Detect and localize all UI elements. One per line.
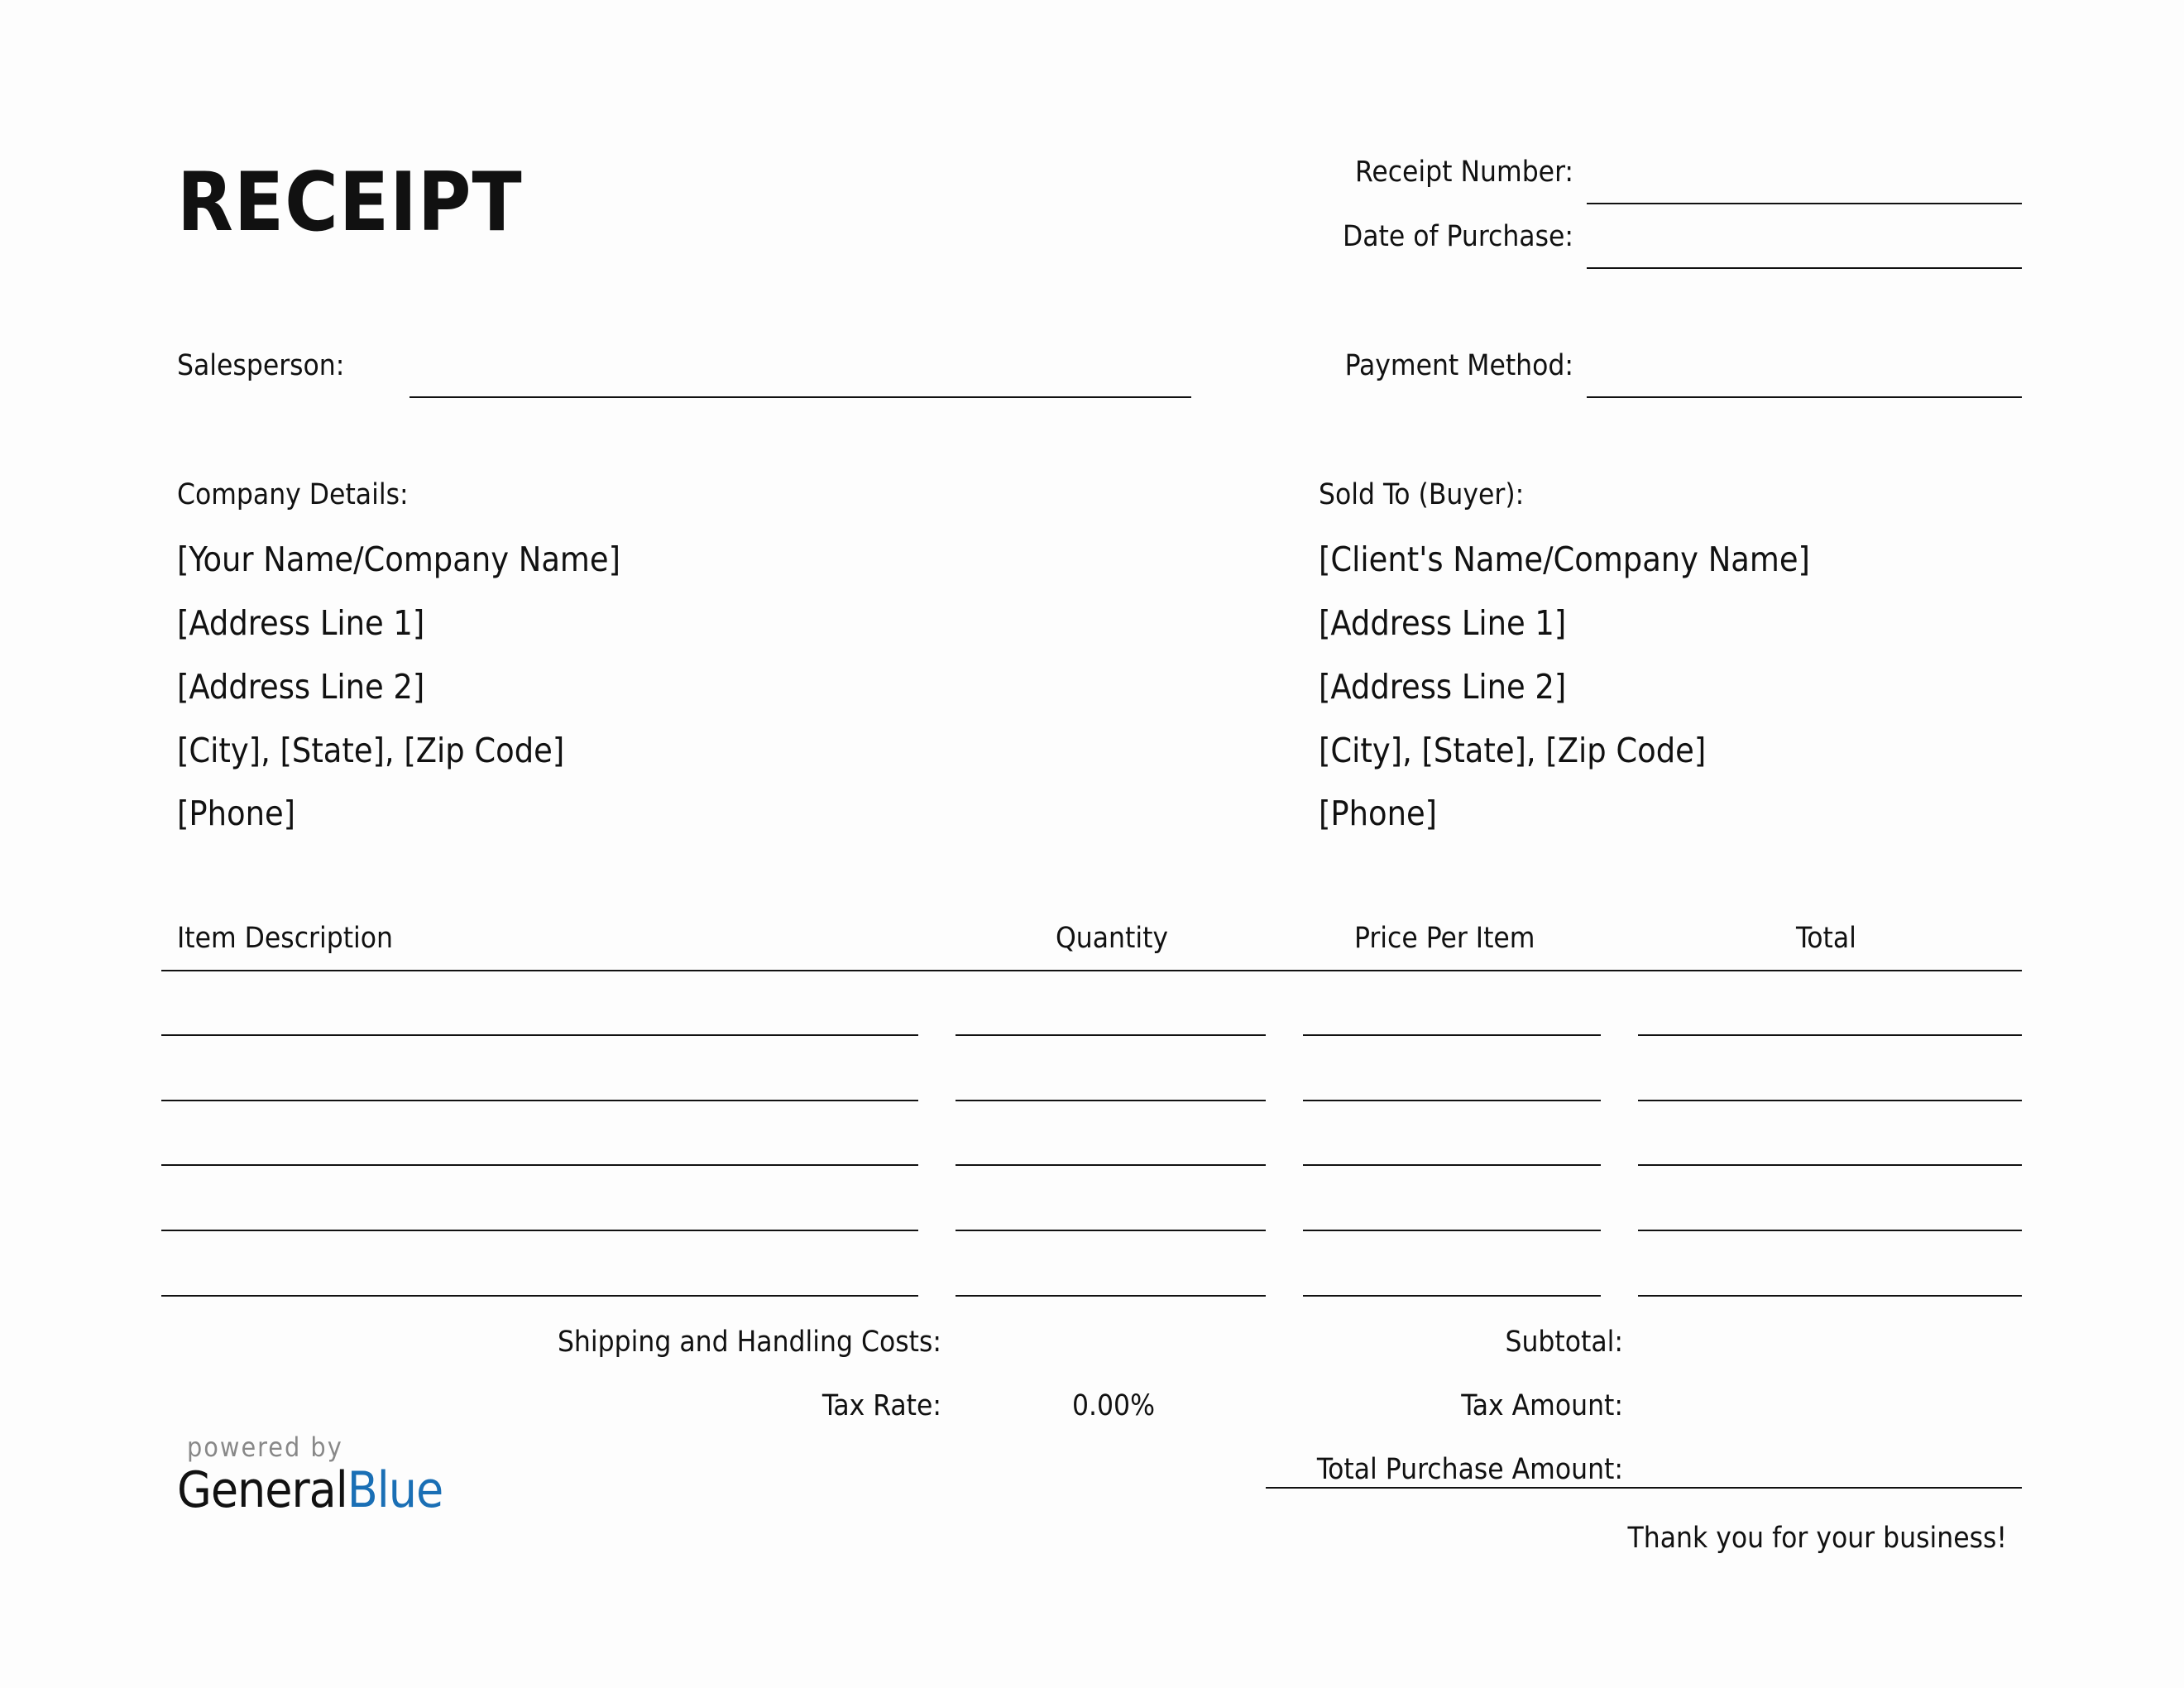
tax-rate-label: Tax Rate: [821, 1389, 941, 1422]
buyer-line: [Address Line 2] [1319, 667, 1567, 707]
date-field[interactable] [1587, 267, 2022, 269]
total-label: Total Purchase Amount: [1316, 1453, 1623, 1486]
salesperson-field[interactable] [410, 396, 1191, 398]
date-label: Date of Purchase: [1342, 220, 1573, 253]
total-rule [1266, 1487, 2022, 1489]
powered-by-text: powered by [187, 1431, 343, 1463]
col-price: Price Per Item [1354, 922, 1535, 955]
tax-amount-label: Tax Amount: [1461, 1389, 1623, 1422]
buyer-line: [Address Line 1] [1319, 603, 1567, 643]
company-line: [Phone] [177, 794, 296, 833]
thank-you-text: Thank you for your business! [1627, 1522, 2007, 1555]
company-label: Company Details: [177, 478, 409, 511]
page-title: RECEIPT [177, 156, 523, 250]
company-line: [Address Line 1] [177, 603, 425, 643]
salesperson-label: Salesperson: [177, 349, 345, 382]
tax-rate-value[interactable]: 0.00% [1072, 1389, 1156, 1422]
col-item-description: Item Description [177, 922, 394, 955]
payment-field[interactable] [1587, 396, 2022, 398]
buyer-line: [City], [State], [Zip Code] [1319, 731, 1707, 770]
buyer-line: [Client's Name/Company Name] [1319, 539, 1810, 579]
payment-label: Payment Method: [1344, 349, 1573, 382]
company-line: [Address Line 2] [177, 667, 425, 707]
company-line: [Your Name/Company Name] [177, 539, 620, 579]
col-quantity: Quantity [1056, 922, 1169, 955]
table-header-rule [161, 970, 2022, 971]
buyer-label: Sold To (Buyer): [1319, 478, 1525, 511]
receipt-number-label: Receipt Number: [1355, 156, 1573, 189]
receipt-number-field[interactable] [1587, 203, 2022, 204]
logo-general: General [177, 1461, 347, 1519]
shipping-label: Shipping and Handling Costs: [557, 1326, 941, 1359]
company-line: [City], [State], [Zip Code] [177, 731, 565, 770]
subtotal-label: Subtotal: [1505, 1326, 1623, 1359]
logo-blue: Blue [347, 1461, 443, 1519]
buyer-line: [Phone] [1319, 794, 1438, 833]
col-total: Total [1796, 922, 1856, 955]
generalblue-logo[interactable] [177, 1461, 443, 1519]
